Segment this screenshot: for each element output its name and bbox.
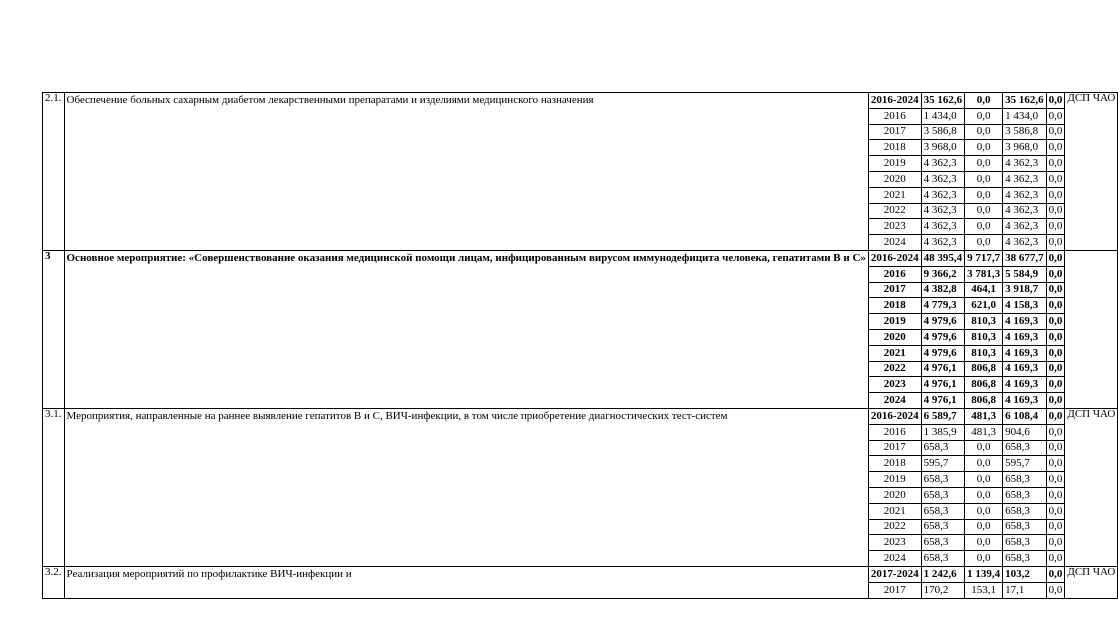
year-cell: 2017 [868, 582, 921, 598]
amount-cell: 3 586,8 [921, 124, 965, 140]
amount-cell: 658,3 [1003, 551, 1047, 567]
budget-table [42, 92, 1118, 599]
year-cell: 2016 [868, 108, 921, 124]
amount-cell: 0,0 [1046, 203, 1065, 219]
table-row [43, 250, 1118, 266]
year-cell: 2020 [868, 329, 921, 345]
year-cell: 2017 [868, 440, 921, 456]
amount-cell: 810,3 [965, 329, 1003, 345]
year-cell: 2017 [868, 124, 921, 140]
amount-cell: 0,0 [1046, 140, 1065, 156]
amount-cell: 0,0 [1046, 519, 1065, 535]
year-cell: 2024 [868, 393, 921, 409]
amount-cell: 658,3 [1003, 487, 1047, 503]
amount-cell: 0,0 [1046, 266, 1065, 282]
amount-cell: 658,3 [921, 503, 965, 519]
amount-cell: 4 362,3 [1003, 156, 1047, 172]
amount-cell: 658,3 [921, 519, 965, 535]
amount-cell: 658,3 [921, 472, 965, 488]
amount-cell: 658,3 [921, 535, 965, 551]
amount-cell: 0,0 [1046, 361, 1065, 377]
amount-cell: 3 968,0 [1003, 140, 1047, 156]
amount-cell: 4 362,3 [1003, 171, 1047, 187]
amount-cell: 4 362,3 [1003, 219, 1047, 235]
amount-cell: 4 158,3 [1003, 298, 1047, 314]
amount-cell: 1 434,0 [921, 108, 965, 124]
amount-cell: 0,0 [1046, 440, 1065, 456]
amount-cell: 0,0 [1046, 377, 1065, 393]
year-cell: 2020 [868, 171, 921, 187]
amount-cell: 0,0 [1046, 345, 1065, 361]
amount-cell: 170,2 [921, 582, 965, 598]
amount-cell: 4 169,3 [1003, 329, 1047, 345]
amount-cell: 595,7 [1003, 456, 1047, 472]
amount-cell: 0,0 [965, 93, 1003, 109]
amount-cell: 0,0 [965, 235, 1003, 251]
amount-cell: 0,0 [1046, 124, 1065, 140]
amount-cell: 4 976,1 [921, 377, 965, 393]
amount-cell: 4 169,3 [1003, 345, 1047, 361]
item-number: 3 [43, 250, 65, 408]
amount-cell: 595,7 [921, 456, 965, 472]
year-cell: 2019 [868, 472, 921, 488]
amount-cell: 48 395,4 [921, 250, 965, 266]
item-number: 3.1. [43, 408, 65, 566]
amount-cell: 0,0 [1046, 551, 1065, 567]
year-cell: 2019 [868, 156, 921, 172]
amount-cell: 0,0 [965, 503, 1003, 519]
year-cell: 2018 [868, 140, 921, 156]
amount-cell: 9 366,2 [921, 266, 965, 282]
amount-cell: 0,0 [1046, 393, 1065, 409]
amount-cell: 0,0 [965, 171, 1003, 187]
amount-cell: 0,0 [965, 219, 1003, 235]
table-body [43, 93, 1118, 599]
amount-cell: 0,0 [1046, 93, 1065, 109]
amount-cell: 5 584,9 [1003, 266, 1047, 282]
amount-cell: 0,0 [1046, 487, 1065, 503]
amount-cell: 4 382,8 [921, 282, 965, 298]
amount-cell: 0,0 [1046, 298, 1065, 314]
amount-cell: 0,0 [965, 156, 1003, 172]
amount-cell: 3 918,7 [1003, 282, 1047, 298]
year-cell: 2024 [868, 235, 921, 251]
amount-cell: 4 362,3 [921, 219, 965, 235]
amount-cell: 4 169,3 [1003, 393, 1047, 409]
amount-cell: 0,0 [1046, 235, 1065, 251]
item-number: 3.2. [43, 566, 65, 598]
amount-cell: 35 162,6 [1003, 93, 1047, 109]
table-row [43, 93, 1118, 109]
amount-cell: 4 362,3 [921, 203, 965, 219]
amount-cell: 1 434,0 [1003, 108, 1047, 124]
table-row [43, 408, 1118, 424]
year-cell: 2021 [868, 187, 921, 203]
amount-cell: 658,3 [1003, 535, 1047, 551]
amount-cell: 4 976,1 [921, 393, 965, 409]
amount-cell: 810,3 [965, 345, 1003, 361]
amount-cell: 0,0 [1046, 314, 1065, 330]
amount-cell: 153,1 [965, 582, 1003, 598]
year-cell: 2019 [868, 314, 921, 330]
amount-cell: 0,0 [1046, 472, 1065, 488]
amount-cell: 806,8 [965, 393, 1003, 409]
amount-cell: 1 385,9 [921, 424, 965, 440]
amount-cell: 0,0 [965, 124, 1003, 140]
amount-cell: 806,8 [965, 361, 1003, 377]
amount-cell: 658,3 [921, 487, 965, 503]
amount-cell: 658,3 [1003, 472, 1047, 488]
amount-cell: 0,0 [965, 519, 1003, 535]
amount-cell: 0,0 [1046, 456, 1065, 472]
amount-cell: 6 108,4 [1003, 408, 1047, 424]
amount-cell: 4 976,1 [921, 361, 965, 377]
year-cell: 2022 [868, 361, 921, 377]
year-cell: 2024 [868, 551, 921, 567]
year-cell: 2018 [868, 456, 921, 472]
amount-cell: 3 968,0 [921, 140, 965, 156]
amount-cell: 0,0 [965, 551, 1003, 567]
amount-cell: 0,0 [1046, 329, 1065, 345]
amount-cell: 4 979,6 [921, 314, 965, 330]
amount-cell: 6 589,7 [921, 408, 965, 424]
amount-cell: 904,6 [1003, 424, 1047, 440]
amount-cell: 103,2 [1003, 566, 1047, 582]
amount-cell: 4 979,6 [921, 329, 965, 345]
executor-cell: ДСП ЧАО [1065, 566, 1118, 598]
executor-cell [1065, 250, 1118, 408]
year-cell: 2016-2024 [868, 93, 921, 109]
amount-cell: 4 362,3 [1003, 235, 1047, 251]
amount-cell: 4 362,3 [921, 156, 965, 172]
executor-cell: ДСП ЧАО [1065, 93, 1118, 251]
amount-cell: 0,0 [965, 472, 1003, 488]
year-cell: 2016-2024 [868, 408, 921, 424]
amount-cell: 0,0 [1046, 503, 1065, 519]
amount-cell: 38 677,7 [1003, 250, 1047, 266]
amount-cell: 481,3 [965, 408, 1003, 424]
year-cell: 2023 [868, 377, 921, 393]
amount-cell: 0,0 [965, 487, 1003, 503]
amount-cell: 0,0 [965, 456, 1003, 472]
year-cell: 2022 [868, 203, 921, 219]
item-description: Основное мероприятие: «Совершенствование оказания медицинской помощи лицам, инфицированным вирусом иммунодефицита человека, гепатитами В и С» [64, 250, 868, 408]
year-cell: 2016 [868, 266, 921, 282]
amount-cell: 0,0 [1046, 108, 1065, 124]
amount-cell: 9 717,7 [965, 250, 1003, 266]
amount-cell: 658,3 [1003, 503, 1047, 519]
year-cell: 2016 [868, 424, 921, 440]
amount-cell: 4 779,3 [921, 298, 965, 314]
amount-cell: 0,0 [1046, 566, 1065, 582]
amount-cell: 0,0 [965, 140, 1003, 156]
amount-cell: 17,1 [1003, 582, 1047, 598]
amount-cell: 0,0 [965, 203, 1003, 219]
amount-cell: 0,0 [1046, 282, 1065, 298]
amount-cell: 621,0 [965, 298, 1003, 314]
amount-cell: 3 586,8 [1003, 124, 1047, 140]
amount-cell: 481,3 [965, 424, 1003, 440]
amount-cell: 0,0 [1046, 408, 1065, 424]
amount-cell: 464,1 [965, 282, 1003, 298]
year-cell: 2021 [868, 345, 921, 361]
amount-cell: 0,0 [1046, 219, 1065, 235]
year-cell: 2022 [868, 519, 921, 535]
amount-cell: 4 362,3 [921, 187, 965, 203]
amount-cell: 1 139,4 [965, 566, 1003, 582]
amount-cell: 810,3 [965, 314, 1003, 330]
table-row [43, 566, 1118, 582]
amount-cell: 3 781,3 [965, 266, 1003, 282]
amount-cell: 0,0 [1046, 424, 1065, 440]
year-cell: 2016-2024 [868, 250, 921, 266]
amount-cell: 4 362,3 [1003, 203, 1047, 219]
amount-cell: 658,3 [1003, 519, 1047, 535]
amount-cell: 0,0 [1046, 250, 1065, 266]
amount-cell: 4 362,3 [921, 235, 965, 251]
amount-cell: 4 979,6 [921, 345, 965, 361]
item-description: Реализация мероприятий по профилактике ВИЧ-инфекции и [64, 566, 868, 598]
amount-cell: 658,3 [921, 551, 965, 567]
amount-cell: 658,3 [921, 440, 965, 456]
year-cell: 2021 [868, 503, 921, 519]
amount-cell: 4 362,3 [1003, 187, 1047, 203]
amount-cell: 0,0 [965, 440, 1003, 456]
amount-cell: 0,0 [1046, 156, 1065, 172]
year-cell: 2023 [868, 219, 921, 235]
year-cell: 2018 [868, 298, 921, 314]
item-description: Мероприятия, направленные на раннее выявление гепатитов В и С, ВИЧ-инфекции, в том числе приобретение диагностических тест-систем [64, 408, 868, 566]
amount-cell: 4 169,3 [1003, 377, 1047, 393]
amount-cell: 0,0 [1046, 187, 1065, 203]
amount-cell: 4 169,3 [1003, 361, 1047, 377]
amount-cell: 4 169,3 [1003, 314, 1047, 330]
item-description: Обеспечение больных сахарным диабетом лекарственными препаратами и изделиями медицинского назначения [64, 93, 868, 251]
amount-cell: 0,0 [1046, 535, 1065, 551]
amount-cell: 0,0 [1046, 171, 1065, 187]
amount-cell: 658,3 [1003, 440, 1047, 456]
year-cell: 2020 [868, 487, 921, 503]
amount-cell: 0,0 [965, 108, 1003, 124]
amount-cell: 0,0 [965, 187, 1003, 203]
item-number: 2.1. [43, 93, 65, 251]
year-cell: 2017-2024 [868, 566, 921, 582]
amount-cell: 0,0 [965, 535, 1003, 551]
amount-cell: 1 242,6 [921, 566, 965, 582]
year-cell: 2017 [868, 282, 921, 298]
amount-cell: 806,8 [965, 377, 1003, 393]
executor-cell: ДСП ЧАО [1065, 408, 1118, 566]
year-cell: 2023 [868, 535, 921, 551]
amount-cell: 35 162,6 [921, 93, 965, 109]
amount-cell: 4 362,3 [921, 171, 965, 187]
amount-cell: 0,0 [1046, 582, 1065, 598]
